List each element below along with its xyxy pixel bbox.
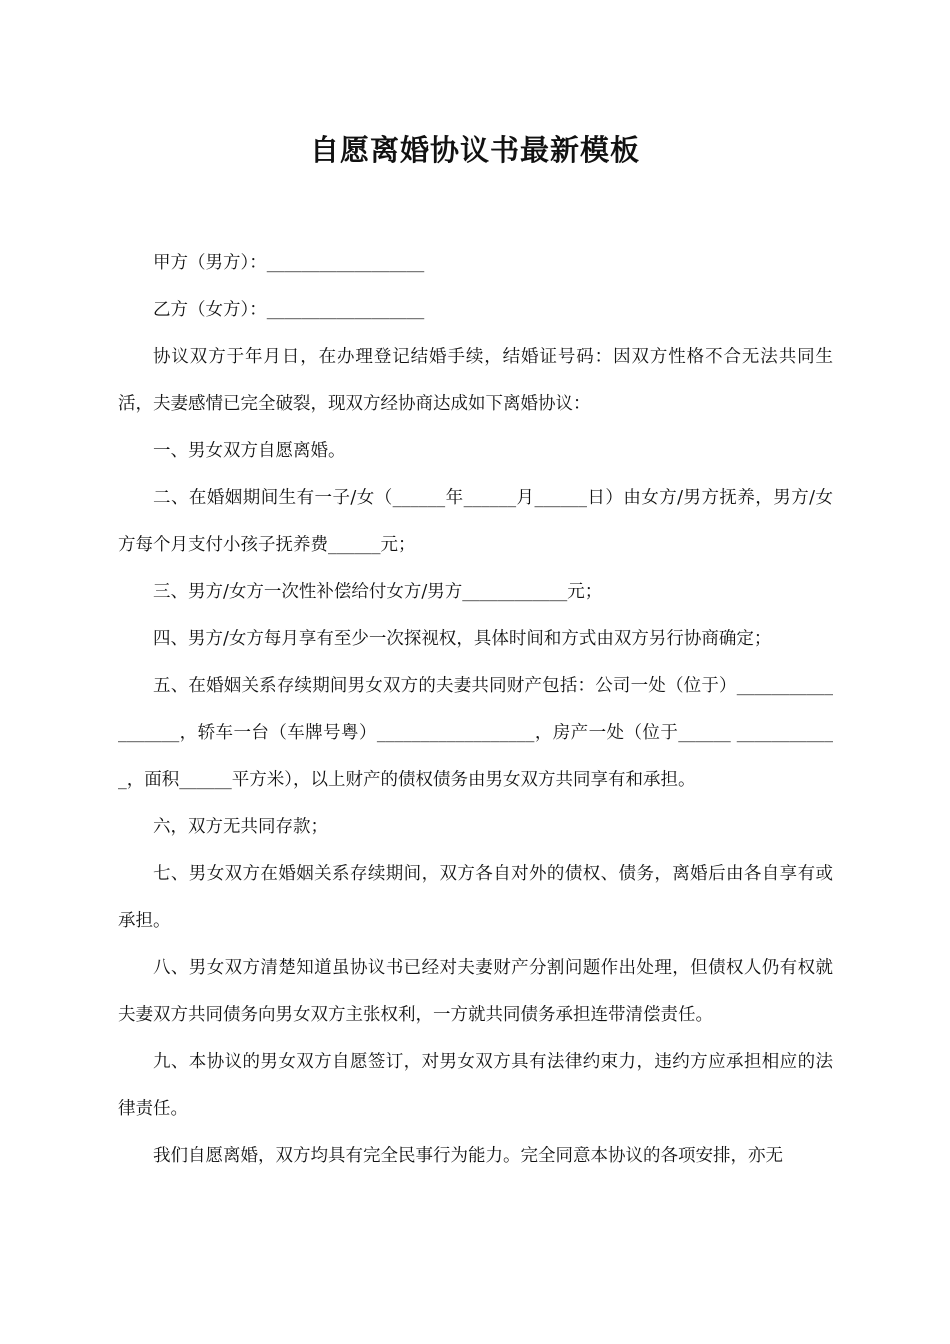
clause-1: 一、男女双方自愿离婚。 (153, 441, 346, 461)
document-body (118, 240, 833, 1180)
clause-5: 五、在婚姻关系存续期间男女双方的夫妻共同财产包括：公司一处（位于）__________________，轿车一台（车牌号粤）__________________，房产一处（位于______ ____________，面积______平方米），以上财产的债权债务由男女双方共同享有和承担。 (118, 676, 833, 790)
clause-3: 三、男方/女方一次性补偿给付女方/男方____________元； (153, 582, 603, 602)
clause-4: 四、男方/女方每月享有至少一次探视权，具体时间和方式由双方另行协商确定； (153, 629, 772, 649)
party-a-line: 甲方（男方）：__________________ (153, 253, 425, 273)
clause-9: 九、本协议的男女双方自愿签订，对男女双方具有法律约束力，违约方应承担相应的法律责任。 (118, 1052, 833, 1119)
clause-7: 七、男女双方在婚姻关系存续期间，双方各自对外的债权、债务，离婚后由各自享有或承担。 (118, 864, 833, 931)
agreement-intro: 协议双方于年月日，在办理登记结婚手续，结婚证号码：因双方性格不合无法共同生活，夫妻感情已完全破裂，现双方经协商达成如下离婚协议： (118, 347, 833, 414)
clause-2: 二、在婚姻期间生有一子/女（______年______月______日）由女方/男方抚养，男方/女方每个月支付小孩子抚养费______元； (118, 488, 833, 555)
party-b-line: 乙方（女方）：__________________ (153, 300, 425, 320)
clause-8: 八、男女双方清楚知道虽协议书已经对夫妻财产分割问题作出处理，但债权人仍有权就夫妻双方共同债务向男女双方主张权利，一方就共同债务承担连带清偿责任。 (118, 958, 833, 1025)
declaration: 我们自愿离婚，双方均具有完全民事行为能力。完全同意本协议的各项安排，亦无 (153, 1146, 783, 1166)
document-title: 自愿离婚协议书最新模板 (309, 133, 640, 167)
clause-6: 六，双方无共同存款； (153, 817, 328, 837)
